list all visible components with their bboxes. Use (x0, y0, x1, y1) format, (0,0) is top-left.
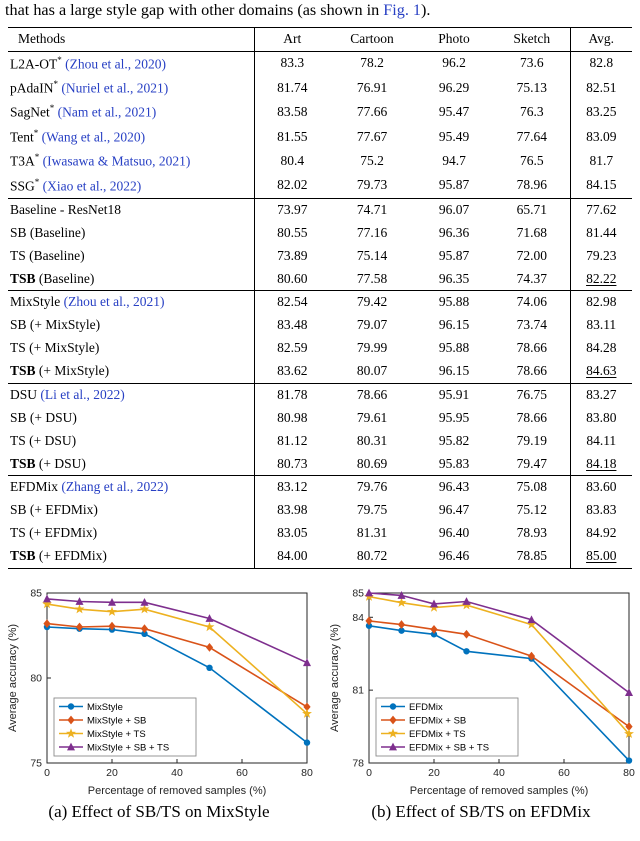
method-suffix: (Baseline) (35, 270, 95, 286)
cell-value: 79.76 (330, 476, 414, 499)
cell-value: 96.07 (414, 198, 494, 221)
citation-link[interactable]: (Nam et al., 2021) (57, 104, 157, 120)
col-header-methods: Methods (8, 27, 254, 51)
x-tick-label: 80 (301, 766, 313, 779)
diamond-marker (141, 624, 148, 633)
cell-value: 79.07 (356, 317, 388, 333)
star-marker (75, 604, 85, 613)
cell-value: 83.12 (254, 476, 330, 499)
cell-value: 95.83 (438, 455, 470, 471)
cell-value: 95.91 (414, 383, 494, 406)
cell-value: 95.87 (438, 177, 470, 193)
method-name: TS (Baseline) (10, 247, 85, 263)
cell-value: 96.47 (438, 502, 470, 518)
circle-marker (206, 665, 212, 671)
cell-value: 83.48 (277, 317, 308, 333)
x-tick-label: 60 (236, 766, 248, 779)
cell-value: 76.75 (494, 383, 570, 406)
intro-text (5, 2, 635, 20)
cell-method (8, 453, 254, 476)
cell-avg: 82.8 (589, 55, 614, 71)
cell-value: 95.95 (438, 409, 470, 425)
method-name: TSB (10, 455, 36, 471)
cell-avg: 84.18 (586, 455, 617, 471)
caption-a: (a) Effect of SB/TS on MixStyle (48, 801, 270, 821)
citation-link[interactable]: (Wang et al., 2020) (41, 129, 146, 145)
cell-value: 83.58 (277, 104, 308, 120)
cell-value: 74.06 (494, 291, 570, 314)
cell-value: 77.58 (356, 270, 388, 286)
series-line (47, 604, 307, 714)
legend-label: EFDMix (409, 701, 443, 713)
line-chart-a (5, 585, 313, 797)
cell-value: 96.36 (438, 224, 470, 240)
diamond-marker (206, 643, 213, 652)
cell-value: 95.47 (438, 104, 470, 120)
series-line (47, 624, 307, 707)
method-star: * (49, 103, 55, 114)
table-row (8, 360, 632, 383)
cell-method (8, 545, 254, 568)
cell-value: 79.42 (330, 291, 414, 314)
method-suffix: (+ MixStyle) (35, 363, 110, 379)
cell-value: 84.00 (277, 548, 308, 564)
diamond-marker (398, 620, 405, 629)
cell-value: 74.37 (494, 268, 570, 291)
cell-avg: 81.44 (586, 224, 617, 240)
y-tick-label: 85 (30, 587, 42, 600)
table-row (8, 198, 632, 221)
method-name: SSG (10, 178, 35, 194)
cell-value: 96.15 (438, 363, 470, 379)
y-axis-label: Average accuracy (%) (329, 623, 341, 732)
cell-value: 72.00 (494, 245, 570, 268)
citation-link[interactable]: (Nuriel et al., 2021) (61, 80, 169, 96)
cell-value: 96.2 (442, 55, 466, 71)
cell-value: 79.19 (494, 430, 570, 453)
cell-value: 95.88 (414, 291, 494, 314)
cell-avg: 84.11 (586, 432, 617, 448)
legend-label: EFDMix + TS (409, 728, 466, 740)
x-tick-label: 20 (106, 766, 118, 779)
method-name: Baseline - ResNet18 (10, 201, 121, 217)
method-star: * (53, 79, 58, 90)
table-row (8, 100, 632, 124)
cell-value: 78.66 (330, 383, 414, 406)
cell-value: 76.3 (494, 100, 570, 124)
x-tick-label: 20 (428, 766, 440, 779)
y-tick-label: 75 (30, 757, 42, 770)
y-tick-label: 84 (352, 611, 364, 624)
col-header-art: Art (254, 27, 330, 51)
cell-avg: 84.28 (586, 340, 617, 356)
cell-value: 75.14 (356, 247, 388, 263)
x-tick-label: 60 (558, 766, 570, 779)
cell-value: 73.89 (277, 247, 308, 263)
cell-value: 96.46 (438, 548, 470, 564)
y-tick-label: 78 (352, 757, 364, 770)
circle-marker (463, 648, 469, 654)
star-marker (107, 606, 117, 615)
table-row (8, 291, 632, 314)
method-name: SB (+ MixStyle) (10, 317, 101, 333)
results-table (8, 27, 632, 569)
fig1-link[interactable]: Fig. 1 (383, 1, 422, 19)
y-tick-label: 85 (352, 587, 364, 600)
diamond-marker (463, 630, 470, 639)
table-row (8, 51, 632, 76)
cell-value: 95.82 (438, 432, 470, 448)
cell-value: 96.40 (438, 525, 470, 541)
y-axis-label: Average accuracy (%) (7, 623, 19, 732)
cell-method (8, 291, 254, 314)
table-row (8, 545, 632, 568)
table-row (8, 245, 632, 268)
cell-value: 73.6 (494, 51, 570, 76)
cell-value: 79.99 (356, 340, 388, 356)
legend-label: MixStyle + SB (87, 715, 147, 727)
cell-method (8, 522, 254, 545)
table-row (8, 407, 632, 430)
cell-value: 71.68 (494, 222, 570, 245)
table-row (8, 476, 632, 499)
col-header-photo: Photo (414, 27, 494, 51)
cell-avg: 82.98 (570, 291, 632, 314)
citation-link[interactable]: (Xiao et al., 2022) (42, 178, 142, 194)
cell-avg: 84.15 (586, 177, 617, 193)
cell-avg: 85.00 (586, 548, 617, 564)
cell-avg: 83.83 (586, 502, 617, 518)
legend-label: MixStyle + TS (87, 728, 146, 740)
method-name: SB (Baseline) (10, 224, 86, 240)
caption-b: (b) Effect of SB/TS on EFDMix (371, 801, 591, 821)
cell-method (8, 222, 254, 245)
cell-value: 77.67 (356, 128, 388, 144)
legend-label: EFDMix + SB (409, 715, 467, 727)
cell-value: 82.54 (254, 291, 330, 314)
method-name: DSU (10, 386, 38, 402)
table-row (8, 522, 632, 545)
cell-value: 79.61 (356, 409, 388, 425)
cell-value: 79.47 (494, 453, 570, 476)
cell-value: 80.07 (356, 363, 388, 379)
cell-value: 81.78 (254, 383, 330, 406)
method-suffix: (+ EFDMix) (35, 548, 107, 564)
cell-avg: 77.62 (570, 198, 632, 221)
table-row (8, 430, 632, 453)
x-tick-label: 40 (493, 766, 505, 779)
cell-avg: 83.80 (586, 409, 617, 425)
cell-value: 96.35 (438, 270, 470, 286)
method-name: TSB (10, 363, 36, 379)
cell-value: 80.60 (277, 270, 308, 286)
table-row (8, 222, 632, 245)
cell-value: 96.43 (414, 476, 494, 499)
method-name: TS (+ MixStyle) (10, 340, 100, 356)
cell-method (8, 407, 254, 430)
method-name: TSB (10, 548, 36, 564)
citation-link[interactable]: (Zhou et al., 2020) (65, 56, 166, 72)
cell-avg: 83.11 (586, 317, 617, 333)
line-chart-b (327, 585, 635, 797)
method-name: TS (+ DSU) (10, 432, 77, 448)
cell-value: 76.91 (356, 79, 388, 95)
cell-method (8, 125, 254, 149)
cell-value: 77.64 (494, 125, 570, 149)
cell-value: 80.73 (277, 455, 308, 471)
cell-value: 78.66 (494, 360, 570, 383)
cell-value: 75.2 (360, 152, 384, 168)
circle-marker (390, 703, 396, 709)
method-name: T3A (10, 153, 35, 169)
cell-value: 82.02 (277, 177, 308, 193)
table-row (8, 125, 632, 149)
cell-value: 75.13 (494, 76, 570, 100)
method-star: * (57, 54, 62, 65)
cell-value: 65.71 (494, 198, 570, 221)
cell-value: 80.69 (356, 455, 388, 471)
cell-value: 81.74 (277, 79, 308, 95)
method-name: TS (+ EFDMix) (10, 525, 98, 541)
y-tick-label: 81 (352, 684, 364, 697)
method-name: MixStyle (10, 294, 61, 310)
x-tick-label: 40 (171, 766, 183, 779)
cell-avg: 82.51 (586, 79, 617, 95)
chart-mixstyle (5, 585, 313, 797)
cell-value: 96.15 (438, 317, 470, 333)
cell-method (8, 149, 254, 173)
cell-avg: 83.09 (586, 128, 617, 144)
cell-method (8, 51, 254, 76)
cell-value: 80.31 (356, 432, 388, 448)
cell-value: 78.66 (494, 407, 570, 430)
table-row (8, 314, 632, 337)
method-suffix: (+ DSU) (35, 455, 86, 471)
circle-marker (304, 739, 310, 745)
table-header-row (8, 27, 632, 51)
cell-value: 80.72 (356, 548, 388, 564)
cell-value: 95.87 (438, 247, 470, 263)
cell-value: 73.97 (254, 198, 330, 221)
figure-captions (5, 802, 635, 822)
table-row (8, 383, 632, 406)
table-row (8, 499, 632, 522)
method-name: TSB (10, 270, 36, 286)
cell-method (8, 499, 254, 522)
table-row (8, 174, 632, 199)
table-row (8, 453, 632, 476)
circle-marker (68, 703, 74, 709)
intro-before: that has a large style gap with other domains (as shown in (5, 1, 384, 19)
cell-method (8, 268, 254, 291)
cell-value: 80.55 (277, 224, 308, 240)
x-axis-label: Percentage of removed samples (%) (409, 784, 589, 797)
cell-value: 78.2 (360, 55, 384, 71)
y-tick-label: 80 (30, 672, 42, 685)
cell-value: 81.12 (277, 432, 308, 448)
cell-method (8, 430, 254, 453)
cell-value: 83.3 (280, 55, 305, 71)
x-axis-label: Percentage of removed samples (%) (87, 784, 267, 797)
cell-method (8, 198, 254, 221)
cell-value: 94.7 (442, 152, 466, 168)
cell-value: 73.74 (494, 314, 570, 337)
method-name: EFDMix (10, 479, 59, 495)
cell-avg: 83.60 (570, 476, 632, 499)
figure-row (5, 585, 635, 797)
cell-value: 96.29 (438, 79, 470, 95)
method-star: * (34, 152, 40, 163)
cell-avg: 79.23 (586, 247, 617, 263)
cell-value: 77.66 (356, 104, 388, 120)
table-row (8, 149, 632, 173)
col-header-avg: Avg. (570, 27, 632, 51)
cell-method (8, 383, 254, 406)
table-row (8, 337, 632, 360)
cell-method (8, 314, 254, 337)
table-row (8, 268, 632, 291)
legend-label: EFDMix + SB + TS (409, 742, 490, 754)
cell-method (8, 76, 254, 100)
star-marker (397, 597, 407, 606)
cell-avg: 82.22 (586, 270, 617, 286)
x-tick-label: 0 (44, 766, 50, 779)
table-row (8, 76, 632, 100)
cell-value: 74.71 (330, 198, 414, 221)
series-line (369, 593, 629, 693)
cell-method (8, 476, 254, 499)
cell-value: 79.75 (356, 502, 388, 518)
citation-link[interactable]: (Li et al., 2022) (40, 386, 125, 402)
cell-value: 80.98 (277, 409, 308, 425)
series-line (47, 599, 307, 663)
cell-avg: 81.7 (589, 152, 614, 168)
method-name: SB (+ EFDMix) (10, 502, 98, 518)
cell-value: 78.85 (494, 545, 570, 568)
method-name: L2A-OT (10, 56, 58, 72)
x-tick-label: 80 (623, 766, 635, 779)
cell-avg: 83.27 (570, 383, 632, 406)
cell-method (8, 337, 254, 360)
chart-efdmix (327, 585, 635, 797)
method-star: * (34, 176, 40, 187)
cell-value: 75.12 (494, 499, 570, 522)
cell-method (8, 360, 254, 383)
cell-value: 78.96 (494, 174, 570, 199)
cell-avg: 83.25 (586, 104, 617, 120)
cell-value: 77.16 (356, 224, 388, 240)
cell-value: 79.73 (356, 177, 388, 193)
cell-value: 83.98 (277, 502, 308, 518)
citation-link[interactable]: (Zhang et al., 2022) (61, 479, 169, 495)
triangle-marker (625, 688, 633, 696)
cell-avg: 84.63 (586, 363, 617, 379)
method-name: SB (+ DSU) (10, 409, 77, 425)
cell-value: 75.08 (494, 476, 570, 499)
cell-value: 78.93 (494, 522, 570, 545)
col-header-sketch: Sketch (494, 27, 570, 51)
cell-method (8, 100, 254, 124)
cell-value: 83.62 (277, 363, 308, 379)
citation-link[interactable]: (Iwasawa & Matsuo, 2021) (42, 153, 191, 169)
cell-value: 78.66 (494, 337, 570, 360)
x-tick-label: 0 (366, 766, 372, 779)
cell-value: 82.59 (277, 340, 308, 356)
method-name: Tent (10, 129, 34, 145)
cell-value: 83.05 (277, 525, 308, 541)
legend-label: MixStyle + SB + TS (87, 742, 170, 754)
cell-value: 95.49 (438, 128, 470, 144)
intro-after: ). (421, 1, 431, 19)
legend-label: MixStyle (87, 701, 123, 713)
cell-value: 81.31 (356, 525, 388, 541)
method-star: * (33, 127, 39, 138)
cell-value: 95.88 (438, 340, 470, 356)
citation-link[interactable]: (Zhou et al., 2021) (63, 294, 165, 310)
circle-marker (626, 757, 632, 763)
cell-value: 81.55 (277, 128, 308, 144)
col-header-cartoon: Cartoon (330, 27, 414, 51)
method-name: pAdaIN (10, 80, 54, 96)
cell-method (8, 245, 254, 268)
cell-value: 76.5 (494, 149, 570, 173)
method-name: SagNet (10, 104, 50, 120)
cell-value: 80.4 (280, 152, 305, 168)
cell-method (8, 174, 254, 199)
cell-avg: 84.92 (586, 525, 617, 541)
